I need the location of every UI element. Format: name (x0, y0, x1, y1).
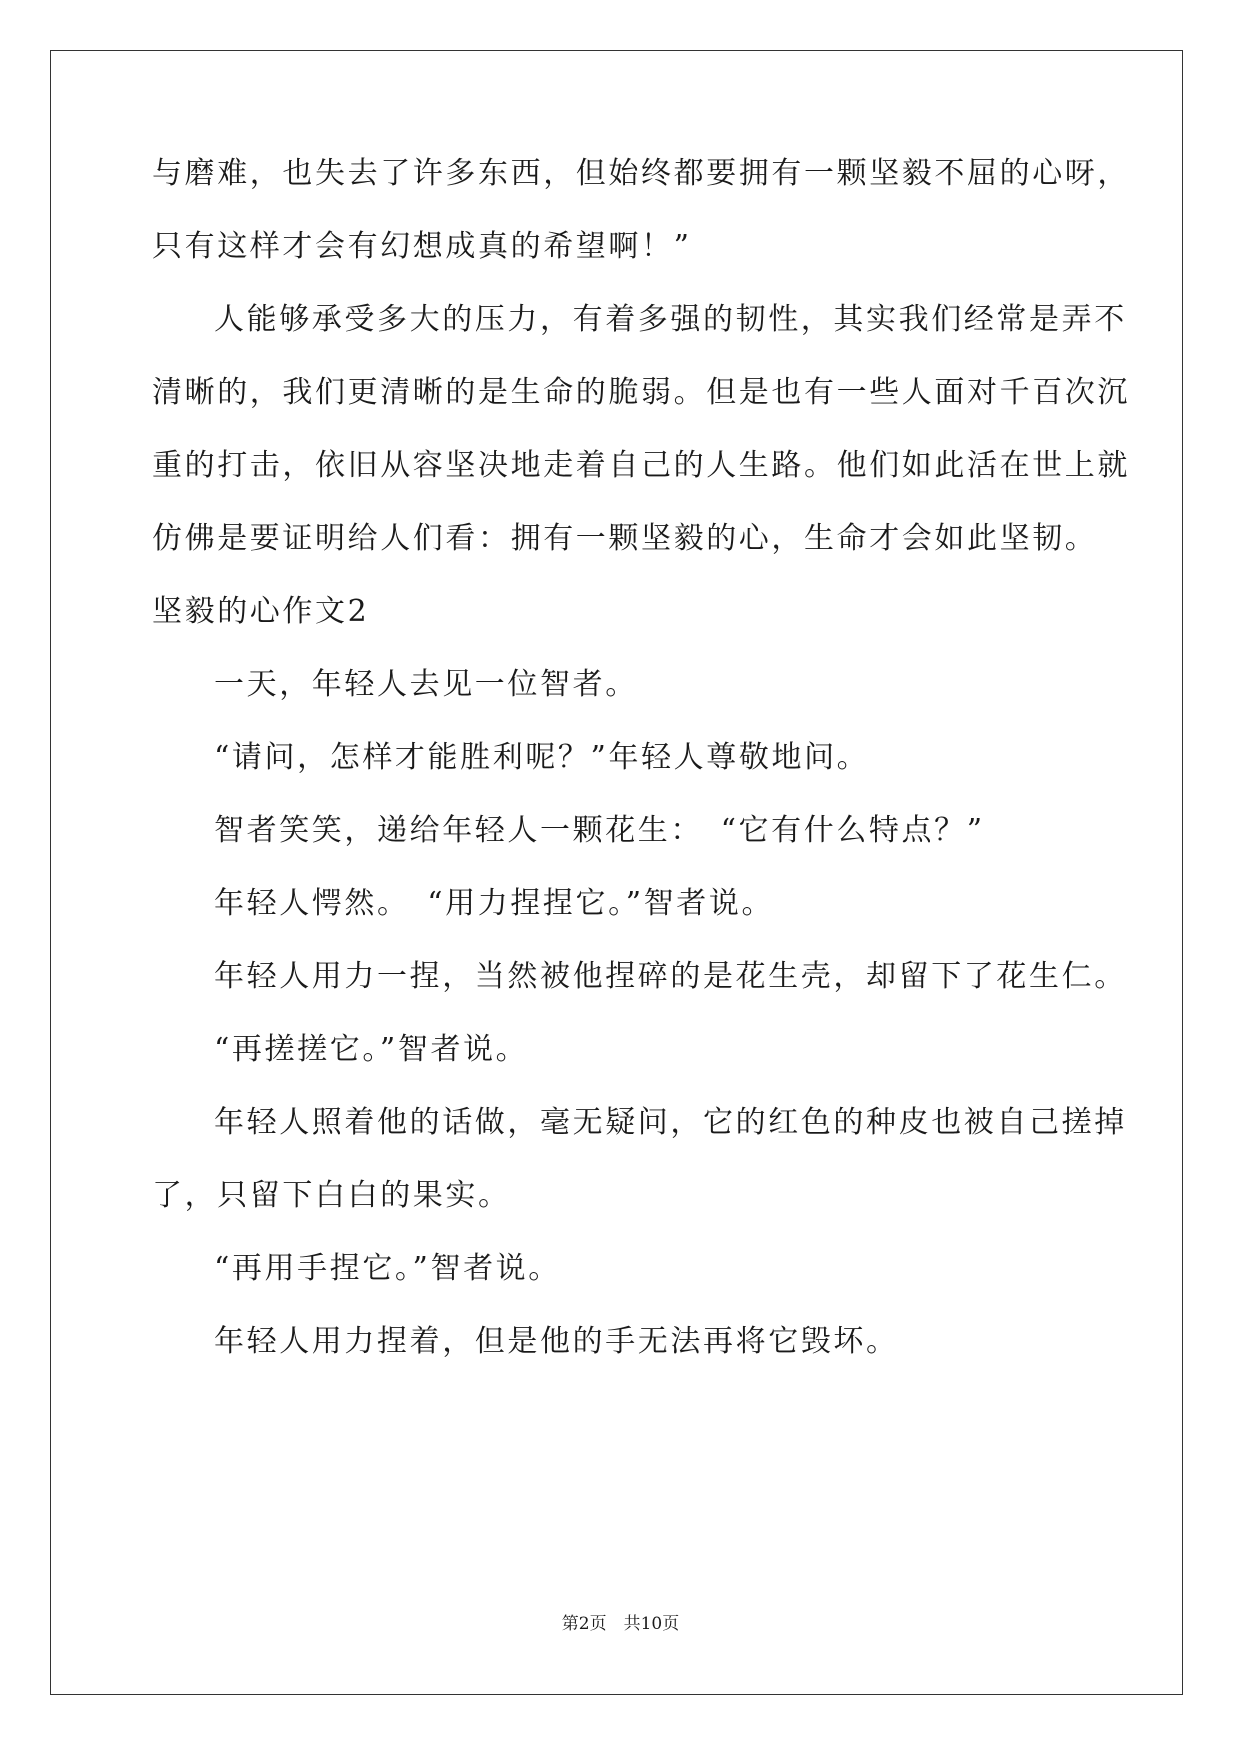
text-line-11: 年轻人愕然。 “用力捏捏它。”智者说。 (214, 886, 775, 921)
text-line-10: 智者笑笑，递给年轻人一颗花生： “它有什么特点？” (214, 813, 985, 848)
text-line-13: “再搓搓它。”智者说。 (214, 1032, 529, 1067)
text-line-3: 人能够承受多大的压力，有着多强的韧性，其实我们经常是弄不 (214, 302, 1127, 337)
text-line-15: 了，只留下白白的果实。 (152, 1178, 511, 1213)
text-line-5: 重的打击，依旧从容坚决地走着自己的人生路。他们如此活在世上就 (152, 448, 1130, 483)
text-line-6: 仿佛是要证明给人们看：拥有一颗坚毅的心，生命才会如此坚韧。 (152, 521, 1098, 556)
text-line-1: 与磨难，也失去了许多东西，但始终都要拥有一颗坚毅不屈的心呀， (152, 156, 1130, 191)
text-line-4: 清晰的，我们更清晰的是生命的脆弱。但是也有一些人面对千百次沉 (152, 375, 1130, 410)
text-line-16: “再用手捏它。”智者说。 (214, 1251, 561, 1286)
text-line-17: 年轻人用力捏着，但是他的手无法再将它毁坏。 (214, 1324, 899, 1359)
text-line-2: 只有这样才会有幻想成真的希望啊！” (152, 229, 692, 264)
text-line-9: “请问，怎样才能胜利呢？”年轻人尊敬地问。 (214, 740, 870, 775)
text-line-14: 年轻人照着他的话做，毫无疑问，它的红色的种皮也被自己搓掉 (214, 1105, 1127, 1140)
page-border (50, 50, 1183, 1695)
page-number-footer: 第2页 共10页 (561, 1614, 680, 1634)
section-heading: 坚毅的心作文2 (152, 594, 370, 629)
text-line-8: 一天，年轻人去见一位智者。 (214, 667, 638, 702)
text-line-12: 年轻人用力一捏，当然被他捏碎的是花生壳，却留下了花生仁。 (214, 959, 1127, 994)
